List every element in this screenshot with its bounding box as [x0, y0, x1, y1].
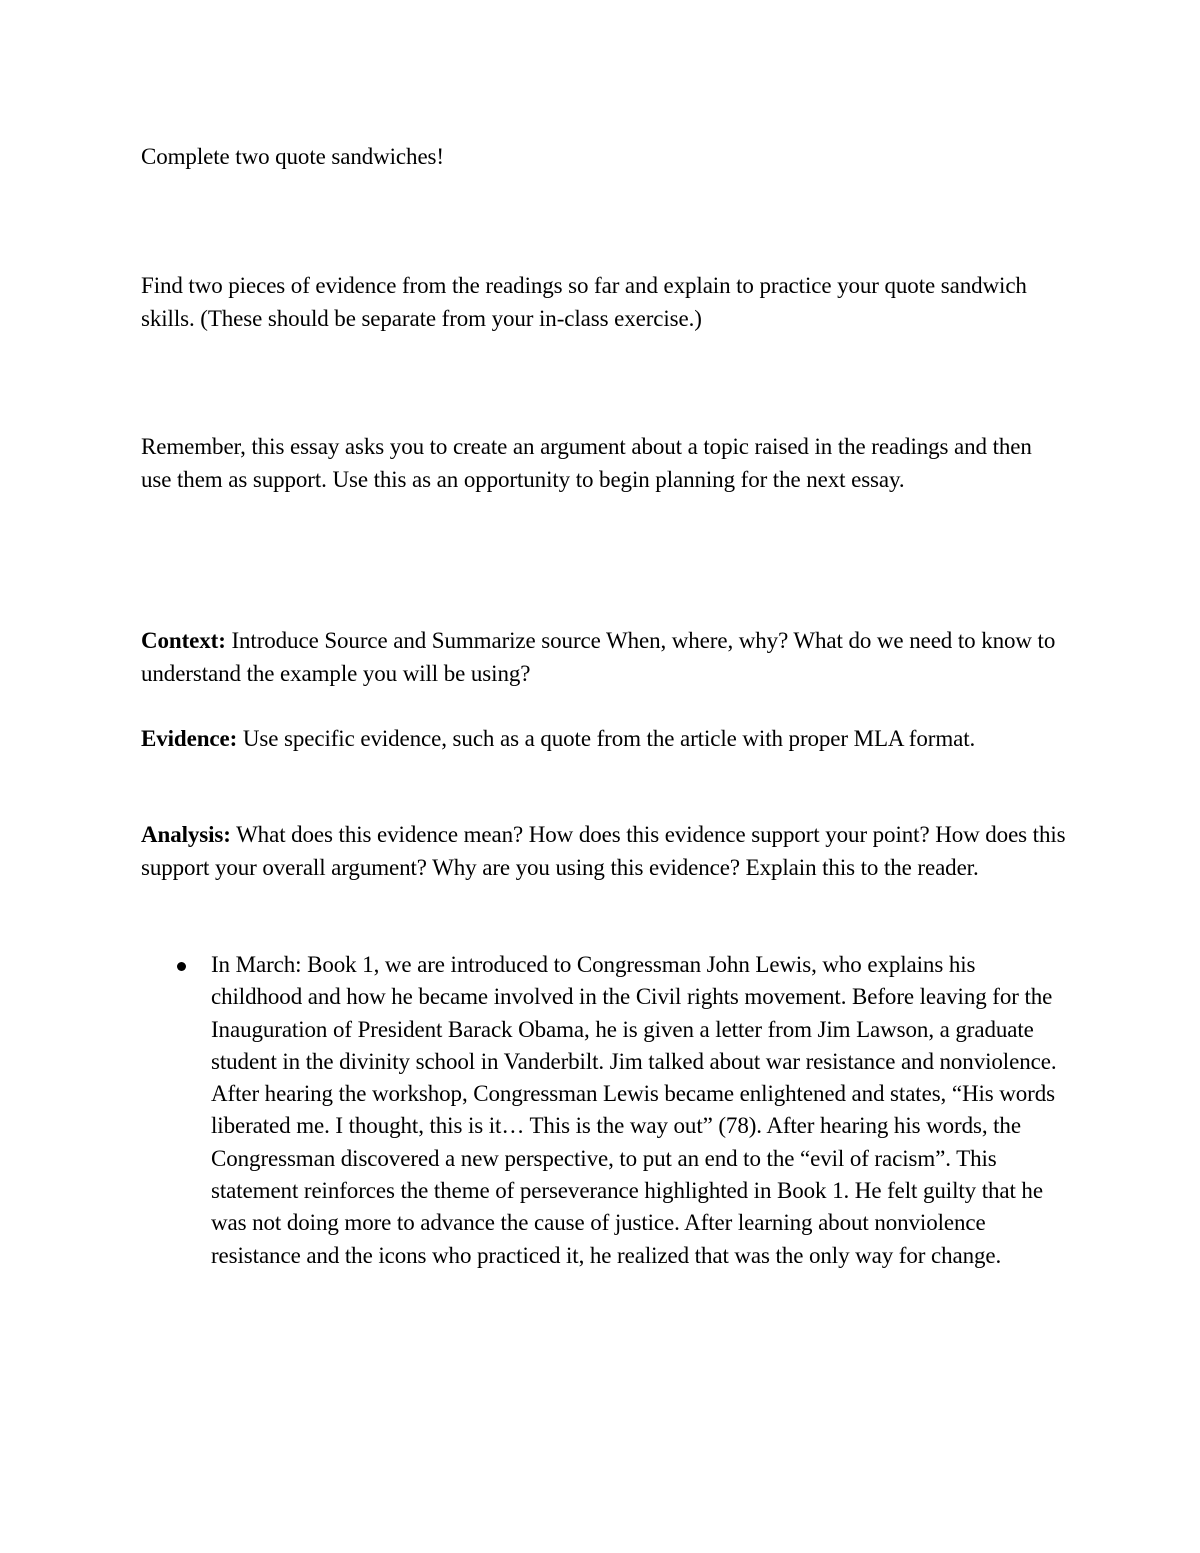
- bullet-dot-icon: [177, 962, 186, 971]
- reminder-paragraph: Remember, this essay asks you to create an argument about a topic raised in the readings and then use them as support. Use this as an opportunity to begin planning for the next essay.: [141, 434, 1032, 492]
- context-text: Introduce Source and Summarize source When, where, why? What do we need to know to understand the example you will be using?: [141, 628, 1056, 686]
- evidence-label: Evidence:: [141, 726, 238, 751]
- document-title: Complete two quote sandwiches!: [141, 144, 444, 169]
- evidence-paragraph: [141, 723, 1066, 756]
- context-paragraph: [141, 625, 1066, 690]
- bullet-text: In March: Book 1, we are introduced to Congressman John Lewis, who explains his childhood and how he became involved in the Civil rights movement. Before leaving for the Inauguration of President Barack Obama, he is given a letter from Jim Lawson, a graduate student in the divinity school in Vanderbilt. Jim talked about war resistance and nonviolence. After hearing the workshop, Congressman Lewis became enlightened and states, “His words liberated me. I thought, this is it… This is the way out” (78). After hearing his words, the Congressman discovered a new perspective, to put an end to the “evil of racism”. This statement reinforces the theme of perseverance highlighted in Book 1. He felt guilty that he was not doing more to advance the cause of justice. After learning about nonviolence resistance and the icons who practiced it, he realized that was the only way for change.: [211, 952, 1057, 1268]
- instructions-paragraph: Find two pieces of evidence from the readings so far and explain to practice your quote sandwich skills. (These should be separate from your in-class exercise.): [141, 273, 1027, 331]
- bullet-list: [141, 949, 1066, 1272]
- list-item: [141, 949, 1066, 1272]
- analysis-label: Analysis:: [141, 822, 231, 847]
- evidence-text: Use specific evidence, such as a quote from the article with proper MLA format.: [237, 726, 976, 751]
- context-label: Context:: [141, 628, 226, 653]
- analysis-paragraph: [141, 819, 1066, 884]
- analysis-text: What does this evidence mean? How does this evidence support your point? How does this support your overall argument? Why are you using this evidence? Explain this to the reader.: [141, 822, 1066, 880]
